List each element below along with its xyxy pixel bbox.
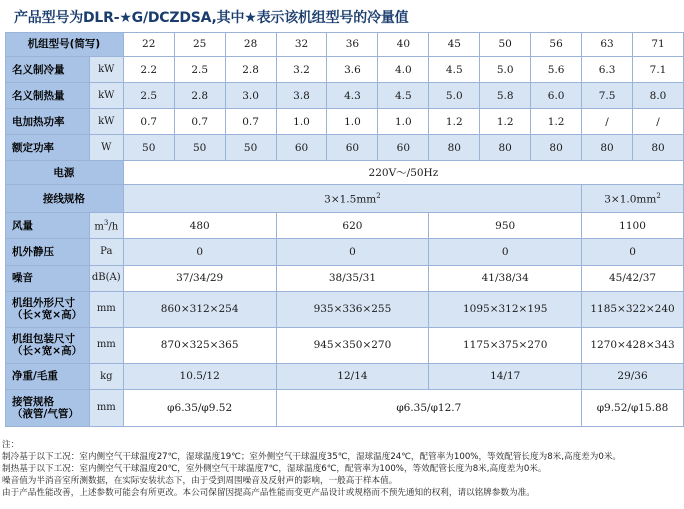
value-cell: 1.2 <box>531 109 582 135</box>
row-unit: mm <box>89 327 123 363</box>
row-label: 接线规格 <box>6 185 124 213</box>
value-cell: 5.0 <box>480 57 531 83</box>
value-cell: 80 <box>480 135 531 161</box>
value-cell: 7.1 <box>633 57 684 83</box>
value-cell: 6.0 <box>531 83 582 109</box>
row-label: 净重/毛重 <box>6 363 90 389</box>
note-line: 制热基于以下工况：室内侧空气干球温度20℃，室外侧空气干球温度7℃，湿球温度6℃，配管率为100%，等效配管长度为8米,高度差为0米。 <box>2 464 547 474</box>
value-cell: / <box>633 109 684 135</box>
row-unit: Pa <box>89 239 123 265</box>
value-cell: 1.0 <box>327 109 378 135</box>
model-cell: 28 <box>225 33 276 57</box>
model-cell: 32 <box>276 33 327 57</box>
value-cell: 0 <box>123 239 276 265</box>
value-cell: 5.6 <box>531 57 582 83</box>
value-cell: 1100 <box>582 213 684 239</box>
package-row <box>6 327 684 363</box>
value-cell: 14/17 <box>429 363 582 389</box>
value-cell: 2.2 <box>123 57 174 83</box>
value-cell: 60 <box>378 135 429 161</box>
value-cell: 1.2 <box>480 109 531 135</box>
value-cell: 8.0 <box>633 83 684 109</box>
value-cell: 60 <box>276 135 327 161</box>
row-label: 机外静压 <box>6 239 90 265</box>
value-cell: 935×336×255 <box>276 291 429 327</box>
row-label: 电源 <box>6 161 124 185</box>
model-cell: 36 <box>327 33 378 57</box>
value-cell: 1175×375×270 <box>429 327 582 363</box>
row-unit: mm <box>89 389 123 426</box>
pipe-row <box>6 389 684 426</box>
value-cell: φ6.35/φ12.7 <box>276 389 582 426</box>
row-unit: $m^3/h$ <box>89 213 123 239</box>
row-label: 机组外形尺寸 （长×宽×高） <box>6 291 90 327</box>
model-cell: 45 <box>429 33 480 57</box>
page-title: 产品型号为DLR-★G/DCZDSA,其中★表示该机组型号的冷量值 <box>14 10 409 26</box>
value-cell: 0.7 <box>123 109 174 135</box>
value-cell: φ9.52/φ15.88 <box>582 389 684 426</box>
spec-table <box>5 32 684 427</box>
value-cell: 3.6 <box>327 57 378 83</box>
value-cell: 80 <box>429 135 480 161</box>
value-cell: 50 <box>174 135 225 161</box>
value-cell: 0 <box>582 239 684 265</box>
value-cell: 60 <box>327 135 378 161</box>
note-line: 噪音值为半消音室所测数据，在实际安装状态下，由于受到周围噪音及反射声的影响，一般高于样本值。 <box>2 476 398 486</box>
row-unit: kW <box>89 83 123 109</box>
power-supply-row <box>6 161 684 185</box>
value-cell: 2.8 <box>225 57 276 83</box>
value-cell: 0.7 <box>225 109 276 135</box>
wiring-row <box>6 185 684 213</box>
weight-row <box>6 363 684 389</box>
value-cell: 945×350×270 <box>276 327 429 363</box>
airflow-row <box>6 213 684 239</box>
value-cell: 80 <box>582 135 633 161</box>
row-unit: W <box>89 135 123 161</box>
value-cell: 0.7 <box>174 109 225 135</box>
value-cell: / <box>582 109 633 135</box>
model-cell: 22 <box>123 33 174 57</box>
footnotes <box>2 439 684 499</box>
row-label: 名义制热量 <box>6 83 90 109</box>
value-cell: 4.5 <box>378 83 429 109</box>
row-label: 噪音 <box>6 265 90 291</box>
value-cell: 50 <box>225 135 276 161</box>
row-label: 电加热功率 <box>6 109 90 135</box>
value-cell: 4.5 <box>429 57 480 83</box>
static-pressure-row <box>6 239 684 265</box>
model-cell: 71 <box>633 33 684 57</box>
noise-row <box>6 265 684 291</box>
models-label: 机组型号(简写) <box>6 33 124 57</box>
value-cell: 1185×322×240 <box>582 291 684 327</box>
dimensions-row <box>6 291 684 327</box>
row-unit: kg <box>89 363 123 389</box>
value-cell: 37/34/29 <box>123 265 276 291</box>
note-line: 制冷基于以下工况：室内侧空气干球温度27℃，湿球温度19℃；室外侧空气干球温度35℃，湿球温度24℃，配管率为100%，等效配管长度为8米,高度差为0米。 <box>2 452 622 462</box>
title-bar <box>0 0 684 32</box>
row-unit: kW <box>89 57 123 83</box>
row-label: 机组包装尺寸 （长×宽×高） <box>6 327 90 363</box>
value-cell: 80 <box>531 135 582 161</box>
value-cell: 3.0 <box>225 83 276 109</box>
value-cell: 1270×428×343 <box>582 327 684 363</box>
value-cell: 45/42/37 <box>582 265 684 291</box>
value-cell: $3\times 1.0mm^2$ <box>582 185 684 213</box>
value-cell: 2.8 <box>174 83 225 109</box>
value-cell: 620 <box>276 213 429 239</box>
value-cell: 1095×312×195 <box>429 291 582 327</box>
value-cell: 29/36 <box>582 363 684 389</box>
value-cell: 1.0 <box>276 109 327 135</box>
note-line: 由于产品性能改善，上述参数可能会有所更改。本公司保留因提高产品性能而变更产品设计或规格而不预先通知的权利，请以铭牌参数为准。 <box>2 488 535 498</box>
row-unit: mm <box>89 291 123 327</box>
row-label: 名义制冷量 <box>6 57 90 83</box>
value-cell: 3.8 <box>276 83 327 109</box>
row-unit: dB(A) <box>89 265 123 291</box>
model-cell: 63 <box>582 33 633 57</box>
value-cell: 5.8 <box>480 83 531 109</box>
value-cell: 6.3 <box>582 57 633 83</box>
value-cell: 12/14 <box>276 363 429 389</box>
value-cell: 4.0 <box>378 57 429 83</box>
model-cell: 25 <box>174 33 225 57</box>
value-cell: 0 <box>276 239 429 265</box>
model-cell: 50 <box>480 33 531 57</box>
row-label: 接管规格 （液管/气管） <box>6 389 90 426</box>
rated-power-row <box>6 135 684 161</box>
row-label: 额定功率 <box>6 135 90 161</box>
value-cell: 38/35/31 <box>276 265 429 291</box>
value-cell: 950 <box>429 213 582 239</box>
row-unit: kW <box>89 109 123 135</box>
value-cell: 220V～/50Hz <box>123 161 683 185</box>
value-cell: 2.5 <box>123 83 174 109</box>
value-cell: 870×325×365 <box>123 327 276 363</box>
row-label: 风量 <box>6 213 90 239</box>
model-cell: 56 <box>531 33 582 57</box>
value-cell: 1.0 <box>378 109 429 135</box>
value-cell: 41/38/34 <box>429 265 582 291</box>
value-cell: 3.2 <box>276 57 327 83</box>
value-cell: 1.2 <box>429 109 480 135</box>
model-row <box>6 33 684 57</box>
value-cell: 7.5 <box>582 83 633 109</box>
model-cell: 40 <box>378 33 429 57</box>
value-cell: 50 <box>123 135 174 161</box>
value-cell: $3\times 1.5mm^2$ <box>123 185 581 213</box>
electric-heating-row <box>6 109 684 135</box>
value-cell: 860×312×254 <box>123 291 276 327</box>
value-cell: 480 <box>123 213 276 239</box>
value-cell: 5.0 <box>429 83 480 109</box>
note-line: 注： <box>2 440 20 450</box>
cooling-row <box>6 57 684 83</box>
value-cell: 2.5 <box>174 57 225 83</box>
value-cell: 0 <box>429 239 582 265</box>
value-cell: 10.5/12 <box>123 363 276 389</box>
heating-row <box>6 83 684 109</box>
value-cell: 80 <box>633 135 684 161</box>
value-cell: φ6.35/φ9.52 <box>123 389 276 426</box>
value-cell: 4.3 <box>327 83 378 109</box>
